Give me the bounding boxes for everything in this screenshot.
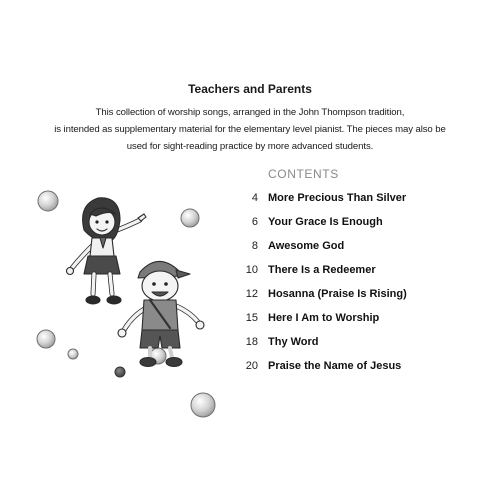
intro-paragraph: [40, 104, 460, 155]
toc-page-number: 10: [245, 264, 258, 276]
toc-song-title: Hosanna (Praise Is Rising): [268, 288, 407, 300]
bubble: [115, 367, 125, 377]
toc-song-title: Thy Word: [268, 336, 319, 348]
toc-page-number: 6: [251, 216, 258, 228]
bubble: [191, 393, 215, 417]
toc-item[interactable]: [232, 214, 472, 230]
bubble: [37, 330, 55, 348]
toc-page-number: 20: [245, 360, 258, 372]
boy-figure: [118, 261, 204, 366]
intro-line: used for sight-reading practice by more advanced students.: [126, 141, 374, 152]
toc-item[interactable]: [232, 238, 472, 254]
toc-item[interactable]: [232, 310, 472, 326]
bubble: [38, 191, 58, 211]
toc-item[interactable]: [232, 286, 472, 302]
toc-page-number: 12: [245, 288, 258, 300]
toc-song-title: More Precious Than Silver: [268, 192, 407, 204]
toc-item[interactable]: [232, 262, 472, 278]
bubble: [150, 348, 166, 364]
intro-line: This collection of worship songs, arranged in the John Thompson tradition,: [95, 107, 405, 118]
toc-song-title: Here I Am to Worship: [268, 312, 380, 324]
toc-item[interactable]: [232, 334, 472, 350]
toc-page-number: 15: [245, 312, 258, 324]
toc-page-number: 4: [251, 192, 258, 204]
girl-figure: [67, 198, 147, 304]
toc-page-number: 18: [245, 336, 258, 348]
toc-song-title: Awesome God: [268, 240, 345, 252]
intro-title: Teachers and Parents: [188, 82, 312, 96]
bubble: [181, 209, 199, 227]
bubble: [68, 349, 78, 359]
toc-song-title: Praise the Name of Jesus: [268, 360, 402, 372]
contents-heading: CONTENTS: [268, 167, 339, 181]
toc-page-number: 8: [251, 240, 258, 252]
intro-line: is intended as supplementary material for the elementary level pianist. The pieces may also be: [54, 124, 446, 135]
toc-song-title: There Is a Redeemer: [268, 264, 376, 276]
toc-item[interactable]: [232, 358, 472, 374]
toc-song-title: Your Grace Is Enough: [268, 216, 383, 228]
toc-item[interactable]: [232, 190, 472, 206]
